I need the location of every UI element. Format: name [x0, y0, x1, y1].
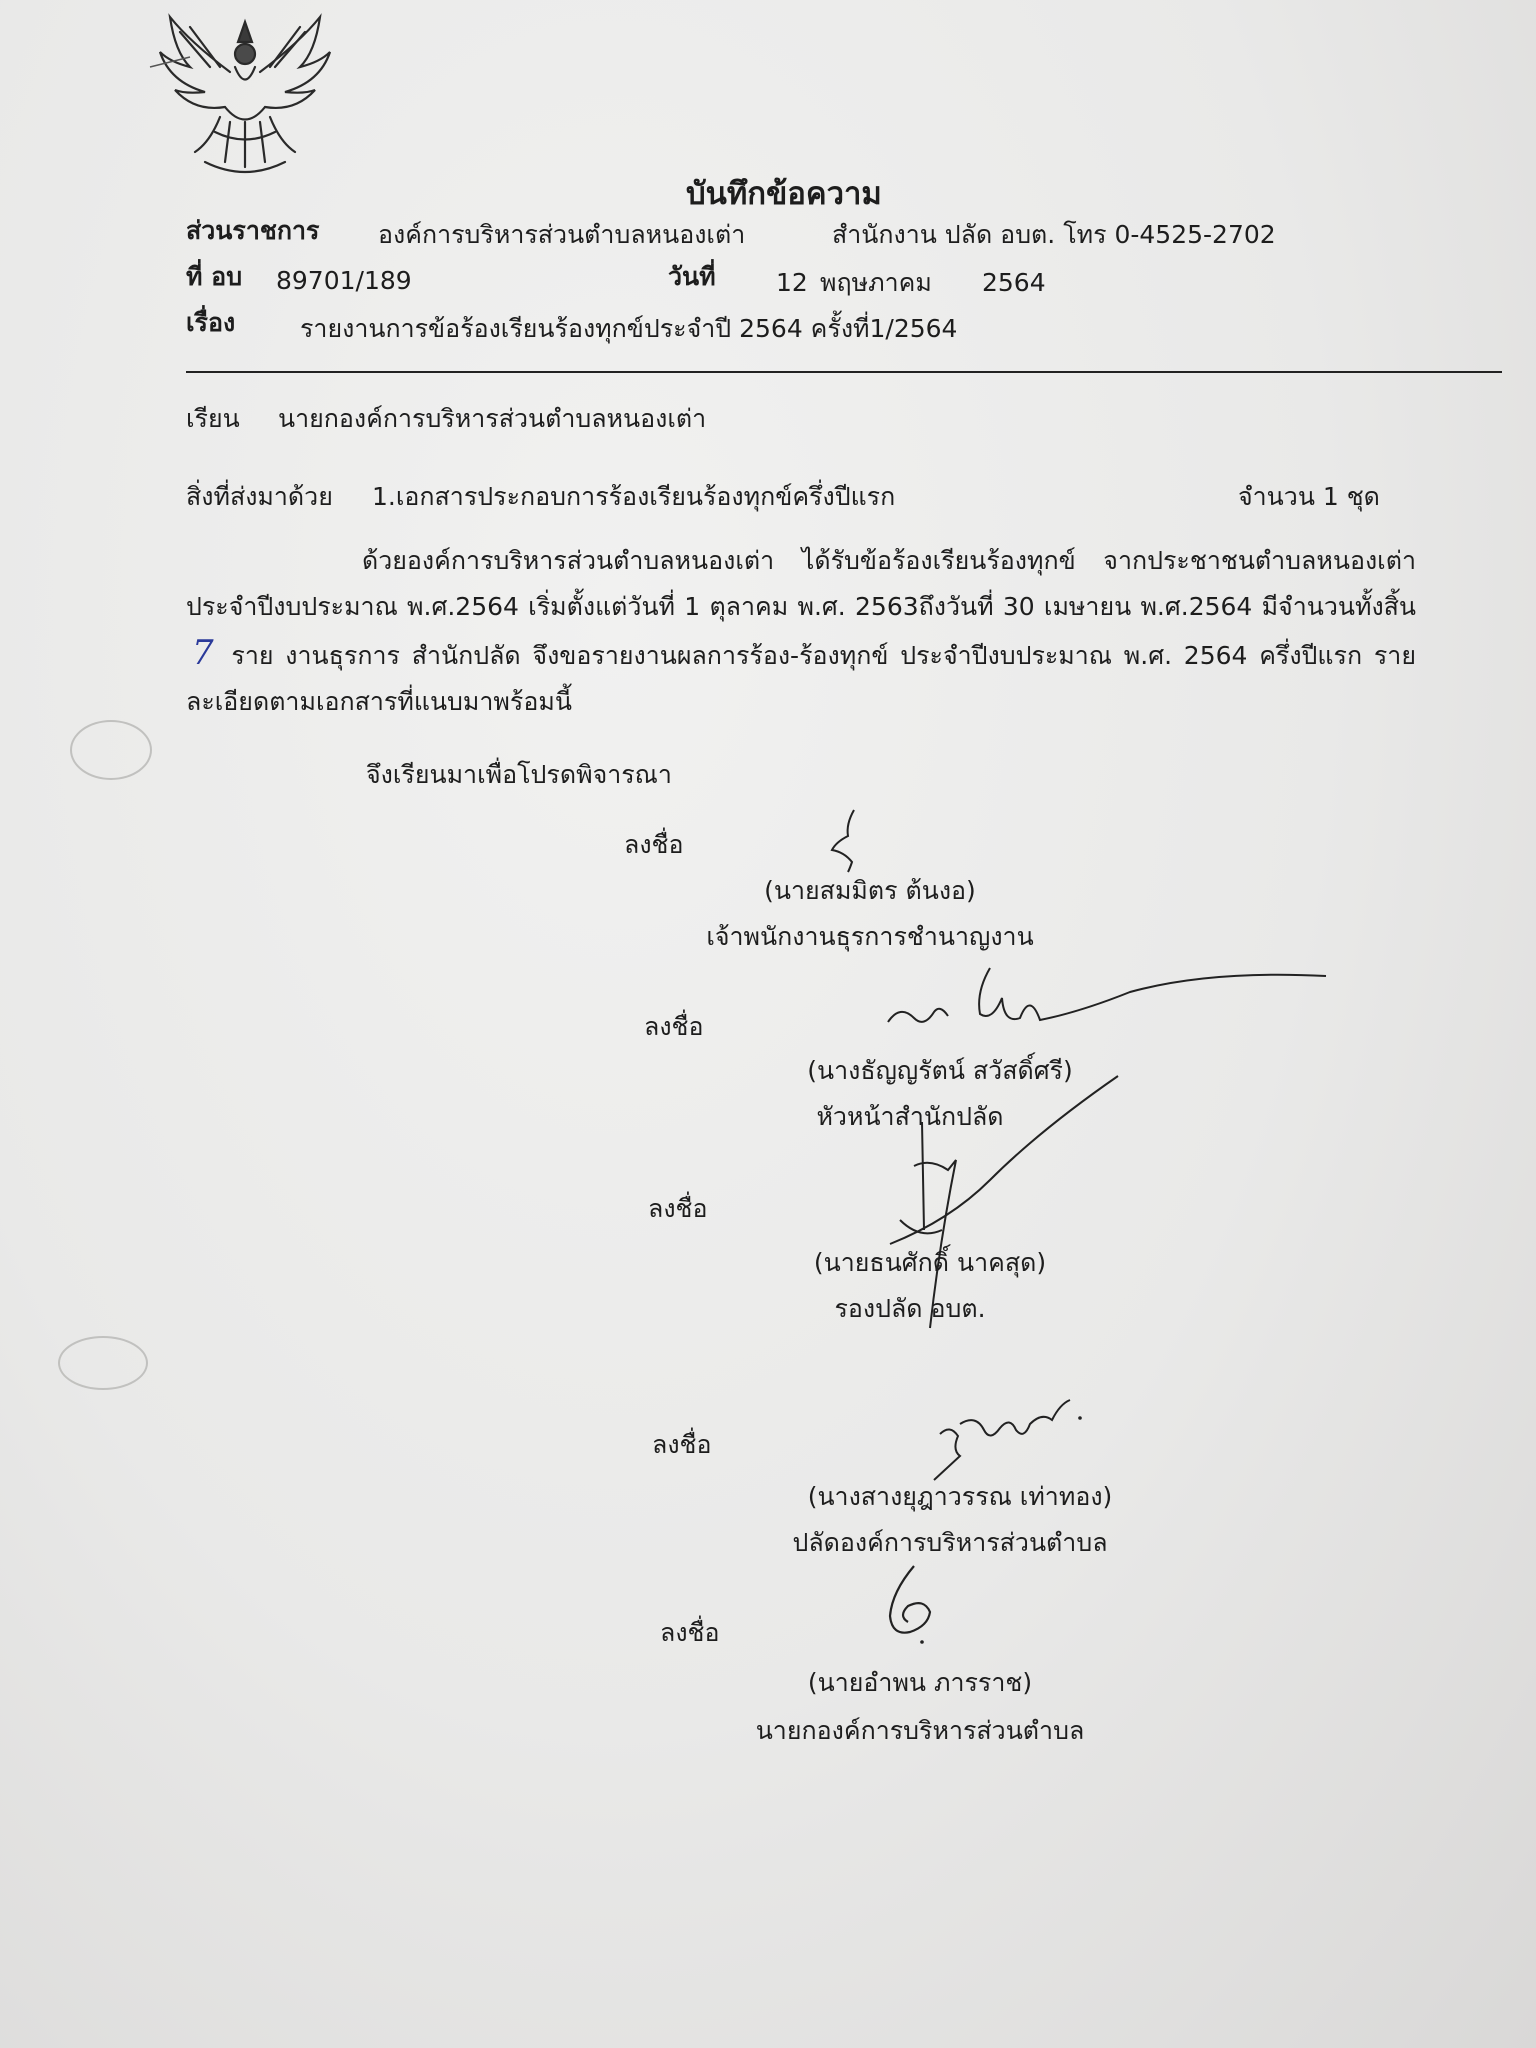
ref-label: ที่ อบ [186, 262, 243, 291]
body-text-part2: ราย งานธุรการ สำนักปลัด จึงขอรายงานผลการร้อง-ร้องทุกข์ ประจำปีงบประมาณ พ.ศ. 2564 ครึ่งปีแรก รายละเอียดตามเอกสารที่แนบมาพร้อมนี้ [186, 641, 1416, 716]
date-year: 2564 [982, 268, 1046, 297]
to-label: เรียน [186, 404, 240, 433]
handwritten-count: 7 [192, 633, 214, 673]
sign-label-5: ลงชื่อ [660, 1618, 720, 1647]
signer-position-1: เจ้าพนักงานธุรการชำนาญงาน [706, 922, 1034, 951]
sign-label-3: ลงชื่อ [648, 1194, 708, 1223]
enclosure-item: 1.เอกสารประกอบการร้องเรียนร้องทุกข์ครึ่งปีแรก [372, 482, 896, 511]
agency-office: สำนักงาน ปลัด อบต. โทร 0-4525-2702 [832, 220, 1276, 249]
enclosure-label: สิ่งที่ส่งมาด้วย [186, 482, 333, 511]
signer-position-5: นายกองค์การบริหารส่วนตำบล [755, 1716, 1085, 1745]
signer-position-2: หัวหน้าสำนักปลัด [816, 1102, 1004, 1131]
signer-name-1: (นายสมมิตร ต้นงอ) [764, 876, 976, 905]
signer-name-3: (นายธนศักดิ์ นาคสุด) [813, 1248, 1047, 1277]
body-text-part1: ด้วยองค์การบริหารส่วนตำบลหนองเต่า ได้รับข้อร้องเรียนร้องทุกข์ จากประชาชนตำบลหนองเต่า ประจำปีงบประมาณ พ.ศ.2564 เริ่มตั้งแต่วันที่ 1 ตุลาคม พ.ศ. 2563ถึงวันที่ 30 เมษายน พ.ศ.2564 มีจำนวนทั้งสิ้น [186, 546, 1416, 621]
to-recipient: นายกองค์การบริหารส่วนตำบลหนองเต่า [278, 404, 707, 433]
signer-name-2: (นางธัญญรัตน์ สวัสดิ์ศรี) [807, 1056, 1073, 1085]
ref-number: 89701/189 [276, 266, 412, 295]
closing-line: จึงเรียนมาเพื่อโปรดพิจารณา [366, 760, 672, 789]
sign-label-1: ลงชื่อ [624, 830, 684, 859]
punch-hole-top [70, 720, 152, 780]
sign-label-2: ลงชื่อ [644, 1012, 704, 1041]
signature-mark-1 [826, 806, 866, 876]
punch-hole-bottom [58, 1336, 148, 1390]
header-divider [186, 371, 1502, 373]
signer-name-5: (นายอำพน ภารราช) [807, 1668, 1033, 1697]
signer-position-4: ปลัดองค์การบริหารส่วนตำบล [792, 1528, 1108, 1557]
signer-name-4: (นางสางยุฎาวรรณ เท่าทอง) [807, 1482, 1113, 1511]
enclosure-quantity: จำนวน 1 ชุด [1238, 482, 1380, 511]
signer-position-3: รองปลัด อบต. [834, 1294, 986, 1323]
date-day: 12 [776, 268, 808, 297]
sign-label-4: ลงชื่อ [652, 1430, 712, 1459]
signature-mark-2 [880, 962, 1340, 1042]
date-label: วันที่ [668, 262, 716, 291]
subject-label: เรื่อง [186, 308, 236, 337]
signature-mark-4 [920, 1394, 1090, 1484]
garuda-emblem-icon [150, 12, 340, 177]
subject-text: รายงานการข้อร้องเรียนร้องทุกข์ประจำปี 2564 ครั้งที่1/2564 [300, 314, 958, 343]
agency-label: ส่วนราชการ [186, 216, 320, 245]
date-month: พฤษภาคม [820, 268, 932, 297]
signature-mark-5 [874, 1556, 944, 1646]
memo-title: บันทึกข้อความ [686, 176, 882, 212]
body-paragraph [186, 538, 1416, 725]
agency-name: องค์การบริหารส่วนตำบลหนองเต่า [378, 220, 746, 249]
